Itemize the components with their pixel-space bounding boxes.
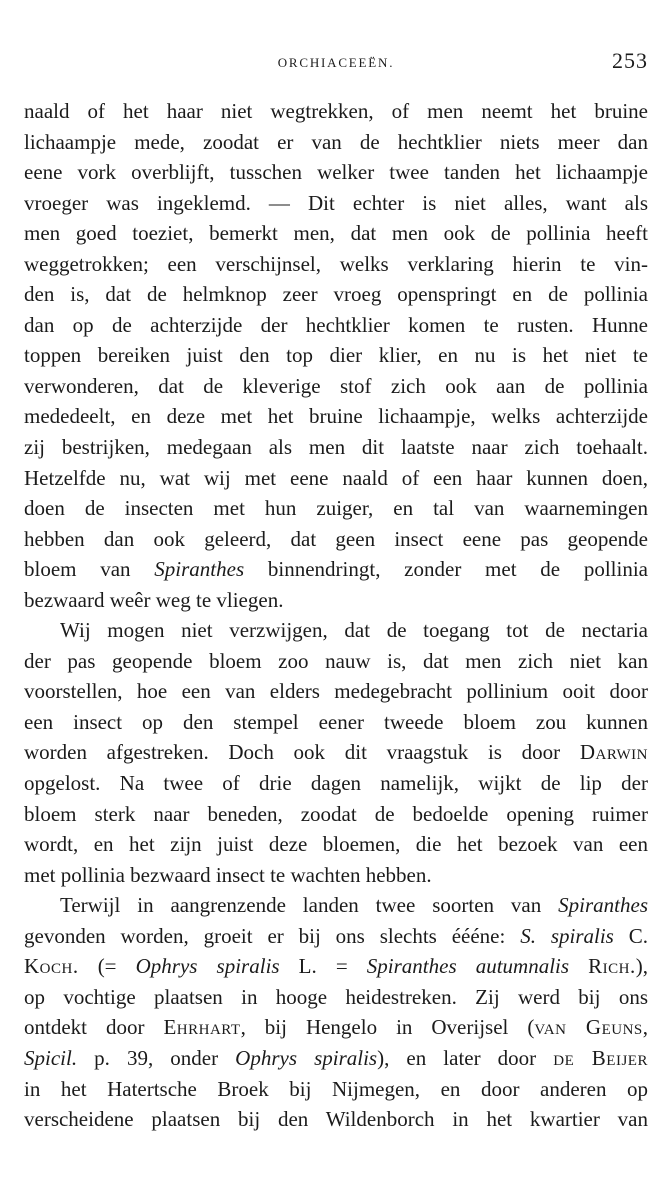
text-line: doen de insecten met hun zuiger, en tal van waarnemingen: [24, 496, 648, 521]
text-line: [24, 890, 648, 921]
text-line: [24, 554, 648, 585]
text-run: p. 39, onder: [77, 1045, 236, 1070]
text-line: den is, dat de helmknop zeer vroeg openspringt en de pollinia: [24, 282, 648, 307]
text-line: [24, 1012, 648, 1043]
italic-run: Spiranthes: [154, 557, 245, 582]
text-run: ,: [642, 1015, 648, 1040]
text-line: mededeelt, en deze met het bruine lichaampje, welks achterzijde: [24, 404, 648, 429]
text-line: naald of het haar niet wegtrekken, of men neemt het bruine: [24, 99, 648, 123]
smallcaps-run: de Beijer: [553, 1045, 648, 1070]
text-line: [24, 921, 648, 952]
text-run: gevonden worden, groeit er bij ons slechts éééne:: [24, 923, 521, 948]
smallcaps-run: Rich.: [588, 954, 636, 979]
smallcaps-run: Koch.: [24, 954, 79, 979]
text-line: toppen bereiken juist den top dier klier, en nu is het niet te: [24, 343, 648, 368]
text-line: opgelost. Na twee of drie dagen namelijk, wijkt de lip der: [24, 771, 648, 796]
text-line: dan op de achterzijde der hechtklier komen te rusten. Hunne: [24, 312, 648, 337]
text-line: weggetrokken; een verschijnsel, welks verklaring hierin te vin-: [24, 251, 648, 276]
text-line: in het Hatertsche Broek bij Nijmegen, en door anderen op: [24, 1076, 648, 1101]
text-run: bloem van: [24, 557, 155, 582]
smallcaps-run: Darwin: [579, 740, 648, 765]
text-line: eene vork overblijft, tusschen welker twee tanden het lichaampje: [24, 160, 648, 185]
text-line: men goed toeziet, bemerkt men, dat men ook de pollinia heeft: [24, 221, 648, 246]
page-number: 253: [612, 48, 648, 73]
italic-run: Spiranthes autumnalis: [366, 954, 570, 979]
text-line: wordt, en het zijn juist deze bloemen, die het bezoek van een: [24, 832, 648, 857]
text-run: ontdekt door: [24, 1015, 164, 1040]
text-run: worden afgestreken. Doch ook dit vraagstuk is door: [24, 740, 580, 765]
book-page: [24, 48, 648, 1135]
italic-run: Spicil.: [24, 1045, 78, 1070]
italic-run: Ophrys spiralis: [235, 1045, 378, 1070]
text-run: ),: [635, 954, 648, 979]
text-run: L. =: [279, 954, 367, 979]
text-line: [24, 1043, 648, 1074]
smallcaps-run: van Geuns: [534, 1015, 643, 1040]
smallcaps-run: Ehrhart: [163, 1015, 241, 1040]
text-line: op vochtige plaatsen in hooge heidestreken. Zij werd bij ons: [24, 984, 648, 1009]
italic-run: S. spiralis: [520, 923, 614, 948]
chapter-title: ORCHIACEEËN.: [277, 55, 395, 70]
running-head: [24, 48, 648, 80]
text-run: [569, 954, 588, 978]
text-line: voorstellen, hoe een van elders medegebracht pollinium ooit door: [24, 679, 648, 704]
text-line: verscheidene plaatsen bij den Wildenborch in het kwartier van: [24, 1107, 648, 1132]
text-run: C.: [613, 923, 648, 948]
text-run: (=: [78, 954, 136, 979]
italic-run: Ophrys spiralis: [135, 954, 280, 979]
text-line: der pas geopende bloem zoo nauw is, dat men zich niet kan: [24, 648, 648, 673]
text-line: vroeger was ingeklemd. — Dit echter is niet alles, want als: [24, 190, 648, 215]
text-line: lichaampje mede, zoodat er van de hechtklier niets meer dan: [24, 129, 648, 154]
italic-run: Spiranthes: [558, 893, 648, 918]
text-line: verwonderen, dat de kleverige stof zich ook aan de pollinia: [24, 373, 648, 398]
text-run: Terwijl in aangrenzende landen twee soorten van: [60, 893, 559, 918]
text-line: bezwaard weêr weg te vliegen.: [24, 587, 284, 612]
text-line: met pollinia bezwaard insect te wachten hebben.: [24, 862, 432, 887]
body-text: [24, 96, 648, 1135]
text-line: hebben dan ook geleerd, dat geen insect eene pas geopende: [24, 526, 648, 551]
text-run: ), en later door: [377, 1045, 554, 1070]
text-line: Wij mogen niet verzwijgen, dat de toegang tot de nectaria: [60, 618, 648, 643]
text-run: , bij Hengelo in Overijsel (: [240, 1015, 535, 1040]
text-line: [24, 737, 648, 768]
text-line: Hetzelfde nu, wat wij met eene naald of een haar kunnen doen,: [24, 465, 648, 490]
text-run: binnendringt, zonder met de pollinia: [244, 557, 649, 582]
text-line: bloem sterk naar beneden, zoodat de bedoelde opening ruimer: [24, 801, 648, 826]
text-line: [24, 951, 648, 982]
text-line: een insect op den stempel eener tweede bloem zou kunnen: [24, 709, 648, 734]
text-line: zij bestrijken, medegaan als men dit laatste naar zich toehaalt.: [24, 435, 648, 460]
